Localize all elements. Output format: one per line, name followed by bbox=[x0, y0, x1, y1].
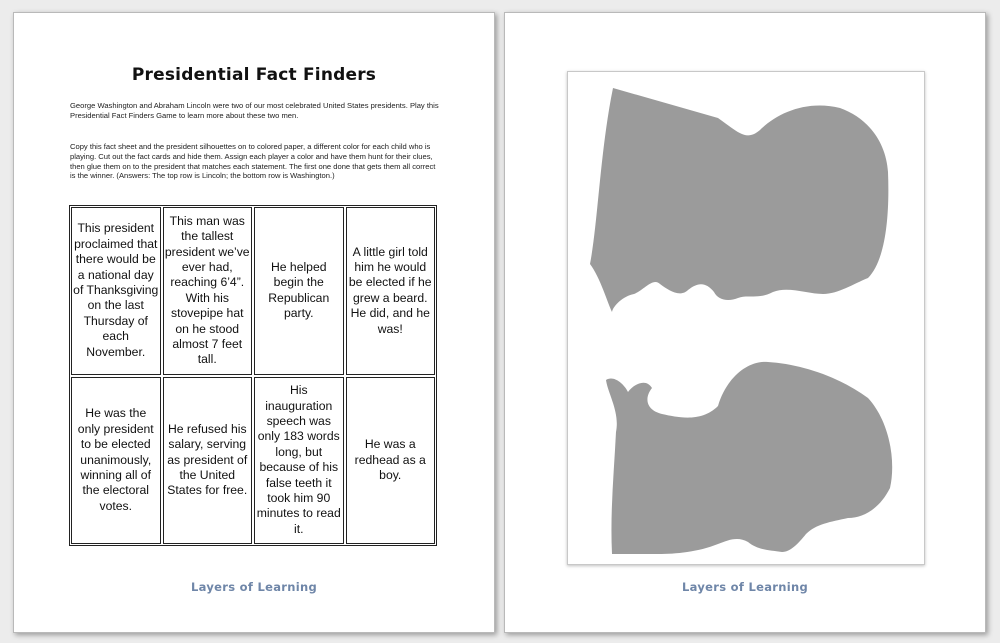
footer-brand: Layers of Learning bbox=[191, 580, 317, 594]
washington-silhouette bbox=[606, 362, 892, 554]
instructions-paragraph: Copy this fact sheet and the president silhouettes on to colored paper, a different color for each child who is playing. Cut out the fact cards and hide them. Assign each player a color and have them hunt for their clues, then glue them on to the president that matches each statement. The first one done that gets them all correct is the winner. (Answers: The top row is Lincoln; the bottom row is Washington.) bbox=[70, 142, 436, 181]
worksheet-page bbox=[13, 12, 495, 633]
silhouette-frame bbox=[567, 71, 925, 565]
page-title: Presidential Fact Finders bbox=[131, 65, 377, 85]
fact-card: A little girl told him he would be elected if he grew a beard. He did, and he was! bbox=[346, 207, 436, 375]
footer-brand: Layers of Learning bbox=[682, 580, 808, 594]
fact-card: He was the only president to be elected unanimously, winning all of the electoral votes. bbox=[71, 377, 161, 545]
silhouette-page bbox=[504, 12, 986, 633]
fact-card: His inauguration speech was only 183 words long, but because of his false teeth it took him 90 minutes to read it. bbox=[254, 377, 344, 545]
intro-paragraph: George Washington and Abraham Lincoln were two of our most celebrated United States presidents. Play this Presidential Fact Finders Game to learn more about these two men. bbox=[70, 101, 439, 120]
fact-card: He helped begin the Republican party. bbox=[254, 207, 344, 375]
fact-card: He refused his salary, serving as president of the United States for free. bbox=[163, 377, 253, 545]
fact-card-grid bbox=[69, 205, 437, 546]
fact-card: This man was the tallest president we’ve ever had, reaching 6’4”. With his stovepipe hat on he stood almost 7 feet tall. bbox=[163, 207, 253, 375]
fact-card: This president proclaimed that there would be a national day of Thanksgiving on the last Thursday of each November. bbox=[71, 207, 161, 375]
lincoln-silhouette bbox=[590, 88, 888, 312]
silhouettes-svg bbox=[568, 72, 924, 564]
fact-card: He was a redhead as a boy. bbox=[346, 377, 436, 545]
